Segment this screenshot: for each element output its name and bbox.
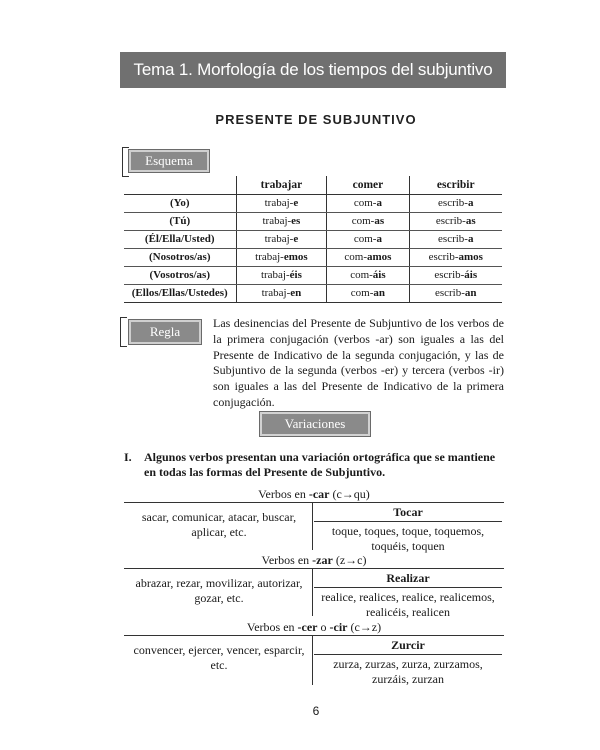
group-ending: -cer xyxy=(297,620,318,634)
stem: com- xyxy=(350,269,373,281)
stem: trabaj- xyxy=(260,269,290,281)
header-escribir: escribir xyxy=(409,176,502,194)
stem: trabaj- xyxy=(264,197,294,209)
form-cell xyxy=(236,230,327,248)
form-cell xyxy=(327,230,409,248)
header-comer: comer xyxy=(327,176,409,194)
chapter-title: Tema 1. Morfología de los tiempos del subjuntivo xyxy=(133,60,493,79)
table-header-row xyxy=(124,176,502,194)
stem: com- xyxy=(353,197,377,209)
table-row xyxy=(124,284,502,302)
group-ending: -zar xyxy=(312,553,333,567)
header-empty xyxy=(124,176,236,194)
stem: trabaj- xyxy=(255,251,284,263)
group-label-car: Verbos en -car (c→qu) xyxy=(258,487,370,501)
stem: escrib- xyxy=(438,233,468,245)
pronoun-cell: (Vosotros/as) xyxy=(124,266,236,284)
table-row xyxy=(124,266,502,284)
group-divider xyxy=(124,635,504,636)
ending: as xyxy=(465,215,476,227)
tag-bracket xyxy=(120,317,127,347)
form-cell xyxy=(236,284,327,302)
pronoun-cell: (Él/Ella/Usted) xyxy=(124,230,236,248)
model-verb: Realizar xyxy=(386,571,430,585)
ending: e xyxy=(293,197,299,209)
ending: amos xyxy=(367,251,392,263)
point-number: I. xyxy=(124,450,132,464)
form-cell xyxy=(409,248,502,266)
model-divider xyxy=(314,521,502,522)
pronoun-cell: (Nosotros/as) xyxy=(124,248,236,266)
group-examples: convencer, ejercer, vencer, esparcir, etc. xyxy=(133,643,305,672)
group-label-zar: Verbos en -zar (z→c) xyxy=(261,553,367,567)
group-ending: -car xyxy=(308,487,330,501)
table-row xyxy=(124,212,502,230)
model-divider xyxy=(314,587,502,588)
table-row xyxy=(124,194,502,212)
pronoun-cell: (Yo) xyxy=(124,194,236,212)
stem: com- xyxy=(350,287,374,299)
chapter-banner xyxy=(120,52,506,88)
stem: trabaj- xyxy=(264,233,294,245)
form-cell xyxy=(409,212,502,230)
ending: áis xyxy=(464,269,478,281)
form-cell xyxy=(409,230,502,248)
stem: escrib- xyxy=(438,197,468,209)
rule-text: Las desinencias del Presente de Subjuntivo de los verbos de la primera conjugación (verbos -ar) son iguales a las del Presente de Indicativo de la segunda conjugación, y las de Subjuntivo de la segunda (verbos -er) y tercera (verbos -ir) son iguales a las del Presente de Indicativo de la primera conjugación. xyxy=(213,316,504,409)
form-cell xyxy=(327,212,409,230)
form-cell xyxy=(409,284,502,302)
model-verb: Tocar xyxy=(393,505,423,519)
form-cell xyxy=(236,248,327,266)
model-forms: toque, toques, toque, toquemos, toquéis, toquen xyxy=(331,524,485,553)
ending: es xyxy=(291,215,301,227)
model-forms: zurza, zurzas, zurza, zurzamos, zurzáis, zurzan xyxy=(333,657,483,686)
section-title: PRESENTE DE SUBJUNTIVO xyxy=(215,112,417,127)
form-cell xyxy=(327,284,409,302)
page-number: 6 xyxy=(312,704,320,718)
form-cell xyxy=(327,266,409,284)
form-cell xyxy=(236,212,327,230)
ending: a xyxy=(376,197,382,209)
ending: éis xyxy=(289,269,302,281)
ending: áis xyxy=(372,269,386,281)
model-verb: Zurcir xyxy=(391,638,425,652)
ending: as xyxy=(374,215,385,227)
table-row xyxy=(124,248,502,266)
group-examples: sacar, comunicar, atacar, buscar, aplicar, etc. xyxy=(141,510,297,539)
group-divider xyxy=(124,568,504,569)
form-cell xyxy=(236,266,327,284)
stem: escrib- xyxy=(434,287,465,299)
form-cell xyxy=(409,266,502,284)
group-label-cer-cir: Verbos en -cer o -cir (c→z) xyxy=(246,620,382,634)
stem: trabaj- xyxy=(261,287,291,299)
ending: a xyxy=(467,233,474,245)
model-divider xyxy=(314,654,502,655)
stem: escrib- xyxy=(428,251,459,263)
ending: a xyxy=(376,233,382,245)
pronoun-cell: (Tú) xyxy=(124,212,236,230)
conjugation-table xyxy=(124,176,502,303)
tag-bracket xyxy=(122,147,129,177)
stem: trabaj- xyxy=(262,215,292,227)
group-divider xyxy=(124,502,504,503)
stem: com- xyxy=(351,215,375,227)
esquema-label: Esquema xyxy=(129,150,209,172)
stem: escrib- xyxy=(435,215,466,227)
variaciones-label: Variaciones xyxy=(260,412,370,436)
ending: en xyxy=(290,287,302,299)
group-ending: -cir xyxy=(329,620,348,634)
point-text: Algunos verbos presentan una variación ortográfica que se mantiene en todas las formas del Presente de Subjuntivo. xyxy=(144,450,496,479)
group-examples: abrazar, rezar, movilizar, autorizar, gozar, etc. xyxy=(135,576,303,605)
form-cell xyxy=(327,248,409,266)
pronoun-cell: (Ellos/Ellas/Ustedes) xyxy=(124,284,236,302)
table-row xyxy=(124,230,502,248)
header-trabajar: trabajar xyxy=(236,176,327,194)
ending: an xyxy=(373,287,386,299)
ending: e xyxy=(293,233,299,245)
model-forms: realice, realices, realice, realicemos, realicéis, realicen xyxy=(321,590,495,619)
ending: a xyxy=(467,197,474,209)
stem: com- xyxy=(344,251,367,263)
ending: an xyxy=(464,287,477,299)
form-cell xyxy=(236,194,327,212)
regla-label: Regla xyxy=(129,320,201,344)
stem: escrib- xyxy=(434,269,465,281)
ending: amos xyxy=(458,251,483,263)
form-cell xyxy=(409,194,502,212)
stem: com- xyxy=(353,233,377,245)
form-cell xyxy=(327,194,409,212)
ending: emos xyxy=(283,251,308,263)
